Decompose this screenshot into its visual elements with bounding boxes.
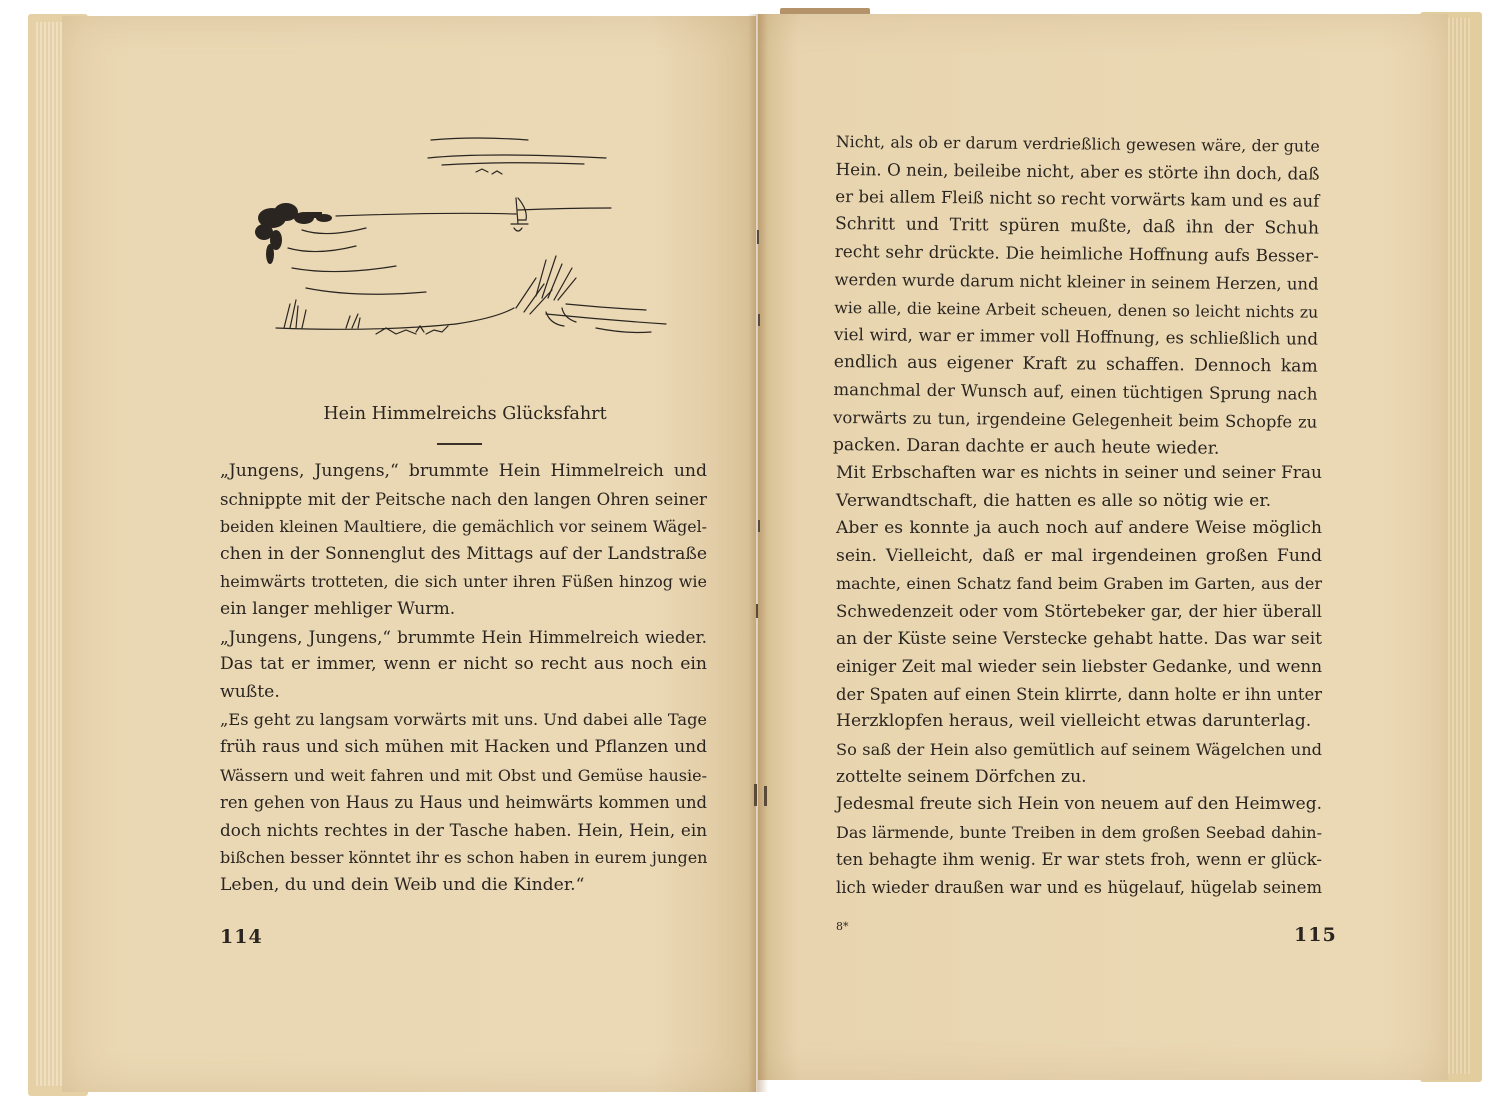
- text-line: Mit Erbschaften war es nichts in seiner und seiner Frau: [836, 463, 1322, 483]
- text-line: Schwedenzeit oder vom Störtebeker gar, der hier überall: [836, 601, 1322, 621]
- text-line: an der Küste seine Verstecke gehabt hatte. Das war seit: [836, 628, 1322, 649]
- text-line: sein. Vielleicht, daß er mal irgendeinen großen Fund: [836, 545, 1322, 566]
- text-line: chen in der Sonnenglut des Mittags auf der Landstraße: [220, 543, 707, 564]
- text-line: packen. Daran dachte er auch heute wieder.: [832, 434, 1220, 459]
- chapter-title: Hein Himmelreichs Glücksfahrt: [323, 404, 607, 424]
- text-line: der Spaten auf einen Stein klirrte, dann holte er ihn unter: [836, 684, 1322, 704]
- text-line: endlich aus eigener Kraft zu schaffen. Dennoch kam: [833, 351, 1318, 377]
- signature-mark: 8*: [836, 920, 849, 933]
- text-line: lich wieder draußen war und es hügelauf, hügelab seinem: [836, 877, 1322, 897]
- binding-stitch: [754, 784, 757, 806]
- text-line: beiden kleinen Maultiere, die gemächlich vor seinem Wägel-: [220, 517, 707, 537]
- text-line: schnippte mit der Peitsche nach den langen Ohren seiner: [220, 489, 707, 509]
- right-page-body-continued: [836, 460, 1322, 902]
- page-number-left: 114: [220, 926, 263, 948]
- text-line: wie alle, die keine Arbeit scheuen, denen so leicht nichts zu: [834, 297, 1319, 322]
- text-line: zottelte seinem Dörfchen zu.: [836, 766, 1087, 787]
- right-page-body: [833, 128, 1320, 464]
- text-line: Verwandtschaft, die hatten es alle so nötig wie er.: [836, 490, 1272, 511]
- text-line: Das lärmende, bunte Treiben in dem großen Seebad dahin-: [836, 822, 1322, 842]
- text-line: werden wurde darum nicht kleiner in seinem Herzen, und: [834, 269, 1319, 294]
- book-gutter: [748, 14, 768, 1092]
- text-line: „Es geht zu langsam vorwärts mit uns. Und dabei alle Tage: [220, 710, 708, 730]
- left-page-body: [220, 458, 707, 900]
- text-line: Das tat er immer, wenn er nicht so recht aus noch ein: [220, 654, 707, 675]
- page-number-right: 115: [1294, 924, 1337, 946]
- binding-stitch: [756, 604, 758, 618]
- text-line: machte, einen Schatz fand beim Graben im Garten, aus der: [836, 574, 1322, 594]
- text-line: ten behagte ihm wenig. Er war stets froh, wenn er glück-: [836, 850, 1322, 870]
- binding-stitch: [757, 230, 759, 244]
- text-line: Leben, du und dein Weib und die Kinder.“: [220, 874, 585, 895]
- binding-stitch: [764, 786, 767, 806]
- text-line: wußte.: [220, 681, 280, 702]
- text-line: Schritt und Tritt spüren mußte, daß ihn der Schuh: [834, 213, 1320, 239]
- text-line: bißchen besser könntet ihr es schon haben in eurem jungen: [220, 848, 708, 868]
- text-line: recht sehr drückte. Die heimliche Hoffnung aufs Besser-: [834, 241, 1319, 267]
- text-line: heimwärts trotteten, die sich unter ihren Füßen hinzog wie: [220, 572, 707, 592]
- text-line: Aber es konnte ja auch noch auf andere Weise möglich: [836, 518, 1322, 539]
- binding-stitch: [758, 520, 760, 532]
- title-divider: [437, 443, 482, 445]
- text-line: ein langer mehliger Wurm.: [220, 598, 456, 619]
- text-line: Nicht, als ob er darum verdrießlich gewesen wäre, der gute: [835, 131, 1320, 156]
- text-line: „Jungens, Jungens,“ brummte Hein Himmelreich und: [220, 461, 707, 481]
- text-line: Herzklopfen heraus, weil vielleicht etwas darunterlag.: [836, 711, 1312, 732]
- text-line: „Jungens, Jungens,“ brummte Hein Himmelreich wieder.: [220, 626, 707, 647]
- text-line: ren gehen von Haus zu Haus und heimwärts kommen und: [220, 793, 707, 813]
- text-line: doch nichts rechtes in der Tasche haben. Hein, Hein, ein: [220, 819, 707, 840]
- text-line: manchmal der Wunsch auf, einen tüchtigen Sprung nach: [833, 380, 1318, 404]
- text-line: Wässern und weit fahren und mit Obst und Gemüse hausie-: [220, 765, 707, 785]
- coastal-landscape-illustration: [246, 128, 676, 348]
- text-line: Hein. O nein, beileibe nicht, aber es störte ihn doch, daß: [835, 158, 1320, 184]
- text-line: viel wird, war er immer voll Hoffnung, es schließlich und: [833, 325, 1319, 349]
- text-line: So saß der Hein also gemütlich auf seinem Wägelchen und: [836, 739, 1322, 759]
- text-line: einiger Zeit mal wieder sein liebster Gedanke, und wenn: [836, 656, 1322, 677]
- text-line: vorwärts zu tun, irgendeine Gelegenheit beim Schopfe zu: [833, 407, 1318, 432]
- text-line: früh raus und sich mühen mit Hacken und Pflanzen und: [220, 736, 707, 757]
- text-line: Jedesmal freute sich Hein von neuem auf den Heimweg.: [836, 794, 1322, 815]
- text-line: er bei allem Fleiß nicht so recht vorwärts kam und es auf: [835, 187, 1320, 211]
- binding-stitch: [758, 314, 760, 326]
